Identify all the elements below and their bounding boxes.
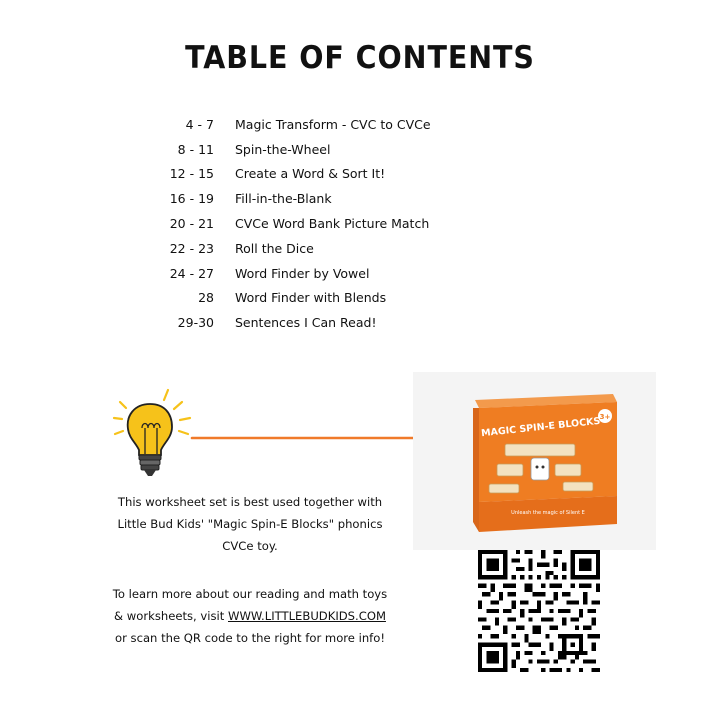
product-box-image	[413, 372, 656, 550]
product-tagline: Unleash the magic of Silent E	[511, 510, 585, 516]
toc-pages: 4 - 7	[185, 116, 214, 132]
info-line: Little Bud Kids' "Magic Spin-E Blocks" phonics	[117, 517, 383, 531]
arrow-right-icon	[190, 428, 450, 448]
toc-name: Spin-the-Wheel	[235, 141, 331, 157]
toc-name: Create a Word & Sort It!	[235, 166, 386, 182]
toc-row	[150, 236, 550, 261]
info-line: This worksheet set is best used together with	[117, 495, 383, 509]
info-line: or scan the QR code to the right for more info!	[114, 631, 386, 645]
product-brand: MAGIC SPIN-E BLOCKS	[480, 415, 601, 440]
info-line: To learn more about our reading and math toys	[112, 587, 388, 601]
toc-pages: 24 - 27	[169, 265, 214, 281]
lightbulb-icon	[112, 388, 192, 478]
toc-row	[150, 310, 550, 335]
website-link[interactable]: WWW.LITTLEBUDKIDS.COM	[228, 609, 386, 623]
toc-row	[150, 286, 550, 311]
info-line-prefix: & worksheets, visit	[114, 609, 228, 623]
toc-pages: 8 - 11	[177, 141, 214, 157]
toc-row	[150, 211, 550, 236]
toc-name: Word Finder with Blends	[235, 290, 387, 306]
age-badge: 3+	[599, 413, 611, 421]
info-line: CVCe toy.	[222, 539, 278, 553]
toc-pages: 22 - 23	[169, 240, 214, 256]
toc-row	[150, 162, 550, 187]
toc-row	[150, 112, 550, 137]
toc-name: Roll the Dice	[235, 240, 314, 256]
page-title: TABLE OF CONTENTS	[185, 40, 535, 76]
info-line	[100, 605, 400, 627]
toc-row	[150, 186, 550, 211]
toc-pages: 16 - 19	[169, 191, 214, 207]
toc-row	[150, 261, 550, 286]
info-paragraph	[100, 491, 400, 557]
learn-more-paragraph	[100, 583, 400, 649]
toc-row	[150, 137, 550, 162]
toc-pages: 29-30	[177, 315, 214, 331]
toc-name: Sentences I Can Read!	[235, 315, 377, 331]
toc-name: CVCe Word Bank Picture Match	[235, 216, 430, 232]
table-of-contents	[150, 112, 550, 335]
toc-pages: 12 - 15	[169, 166, 214, 182]
toc-name: Magic Transform - CVC to CVCe	[235, 116, 431, 132]
toc-pages: 20 - 21	[169, 216, 214, 232]
toc-name: Word Finder by Vowel	[235, 265, 370, 281]
qr-code-icon[interactable]	[478, 550, 600, 672]
toc-name: Fill-in-the-Blank	[235, 191, 332, 207]
toc-pages: 28	[198, 290, 214, 306]
